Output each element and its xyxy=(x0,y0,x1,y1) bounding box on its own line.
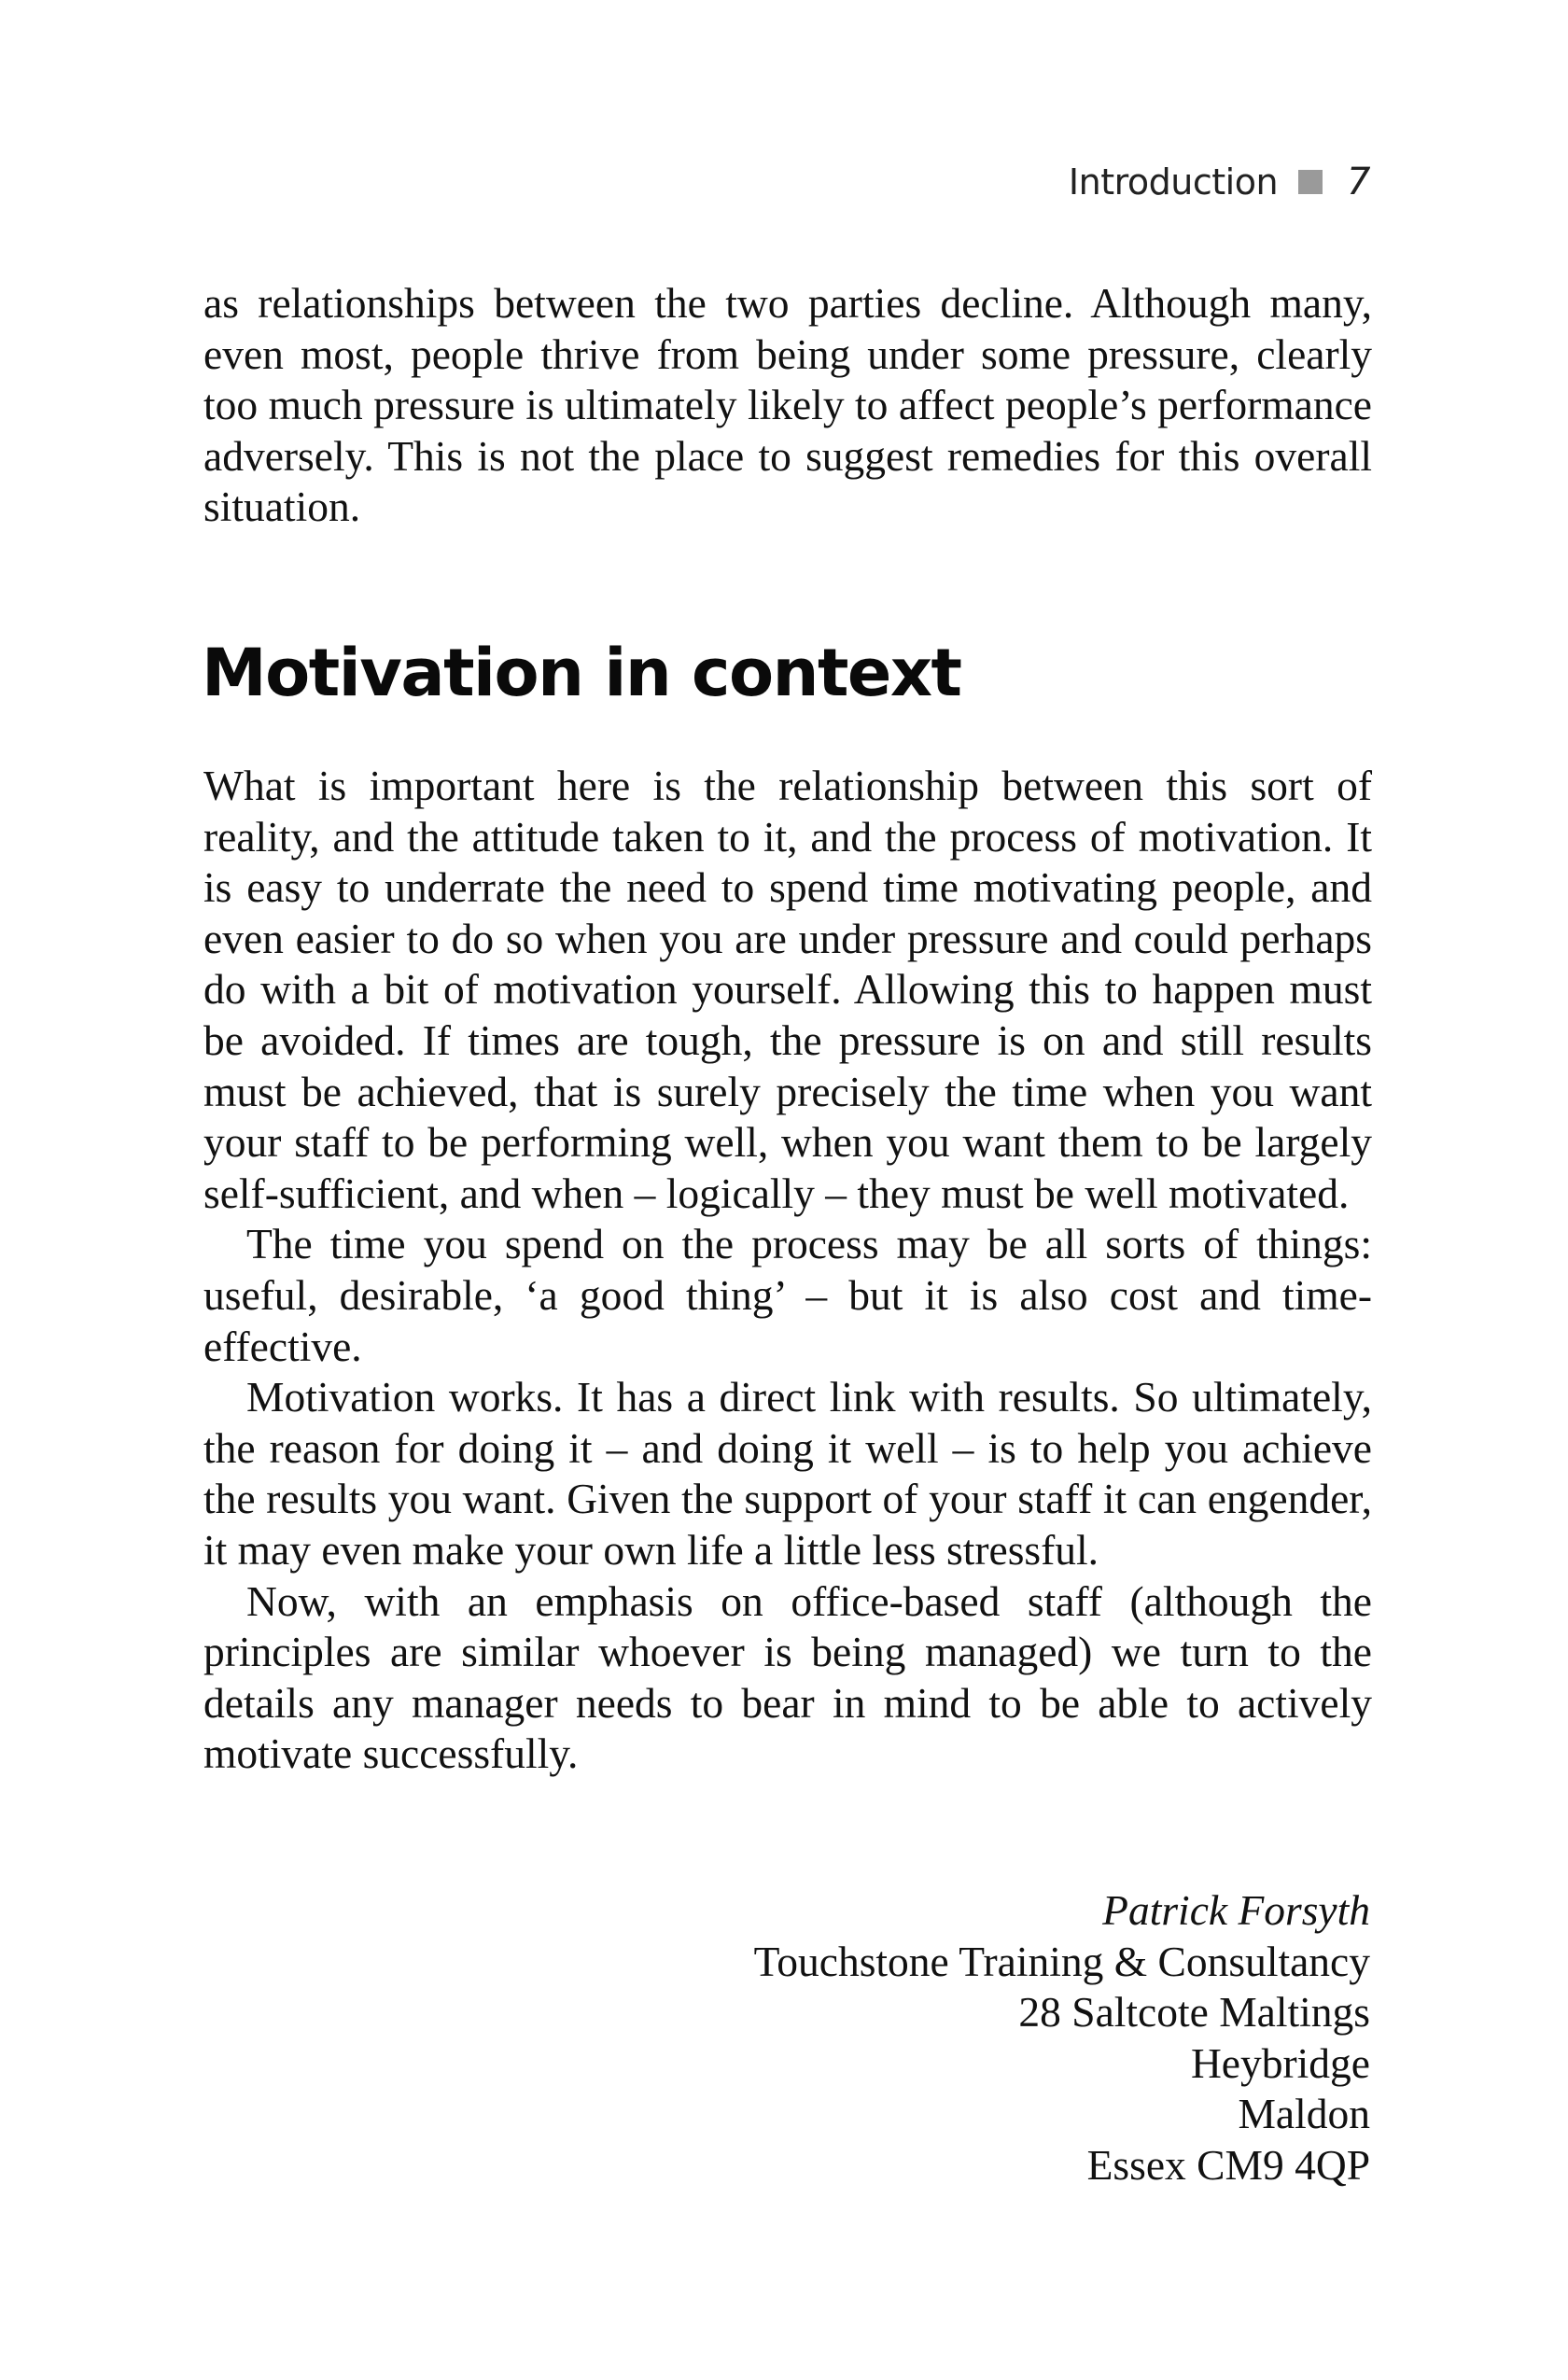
body-paragraph: What is important here is the relationship between this sort of reality, and the attitude taken to it, and the process of motivation. It is easy to underrate the need to spend time motivating people, and even easier to do so when you are under pressure and could perhaps do with a bit of motivation yourself. Allowing this to happen must be avoided. If times are tough, the pressure is on and still results must be achieved, that is surely precisely the time when you want your staff to be performing well, when you want them to be largely self-sufficient, and when – logically – they must be well motivated. xyxy=(203,762,1372,1217)
intro-paragraph: as relationships between the two parties decline. Although many, even most, people thrive from being under some pressure, clearly too much pressure is ultimately likely to affect people’s performance adversely. This is not the place to suggest remedies for this overall situation. xyxy=(203,279,1372,531)
body-text-block xyxy=(203,761,1372,1780)
square-bullet-icon xyxy=(1298,170,1323,194)
intro-text-block xyxy=(203,278,1372,533)
body-paragraph: The time you spend on the process may be all sorts of things: useful, desirable, ‘a good thing’ – but it is also cost and time-effective. xyxy=(203,1220,1372,1370)
section-heading: Motivation in context xyxy=(202,635,961,711)
running-header xyxy=(1069,161,1370,203)
address-line: Heybridge xyxy=(1190,2038,1370,2087)
body-paragraph: Motivation works. It has a direct link with results. So ultimately, the reason for doing it – and doing it well – is to help you achieve the results you want. Given the support of your staff it can engender, it may even make your own life a little less stressful. xyxy=(203,1373,1372,1574)
running-header-section: Introduction xyxy=(1068,161,1279,203)
signature-block xyxy=(754,1885,1370,2191)
address-line: 28 Saltcote Maltings xyxy=(1018,1988,1370,2037)
body-paragraph: Now, with an emphasis on office-based staff (although the principles are similar whoever is being managed) we turn to the details any manager needs to bear in mind to be able to actively motivate successfully. xyxy=(203,1576,1372,1778)
address-line: Maldon xyxy=(1238,2090,1370,2138)
author-name: Patrick Forsyth xyxy=(1102,1886,1370,1934)
organisation-name: Touchstone Training & Consultancy xyxy=(753,1937,1370,1985)
page-number: 7 xyxy=(1347,161,1370,203)
address-line: Essex CM9 4QP xyxy=(1086,2140,1370,2189)
